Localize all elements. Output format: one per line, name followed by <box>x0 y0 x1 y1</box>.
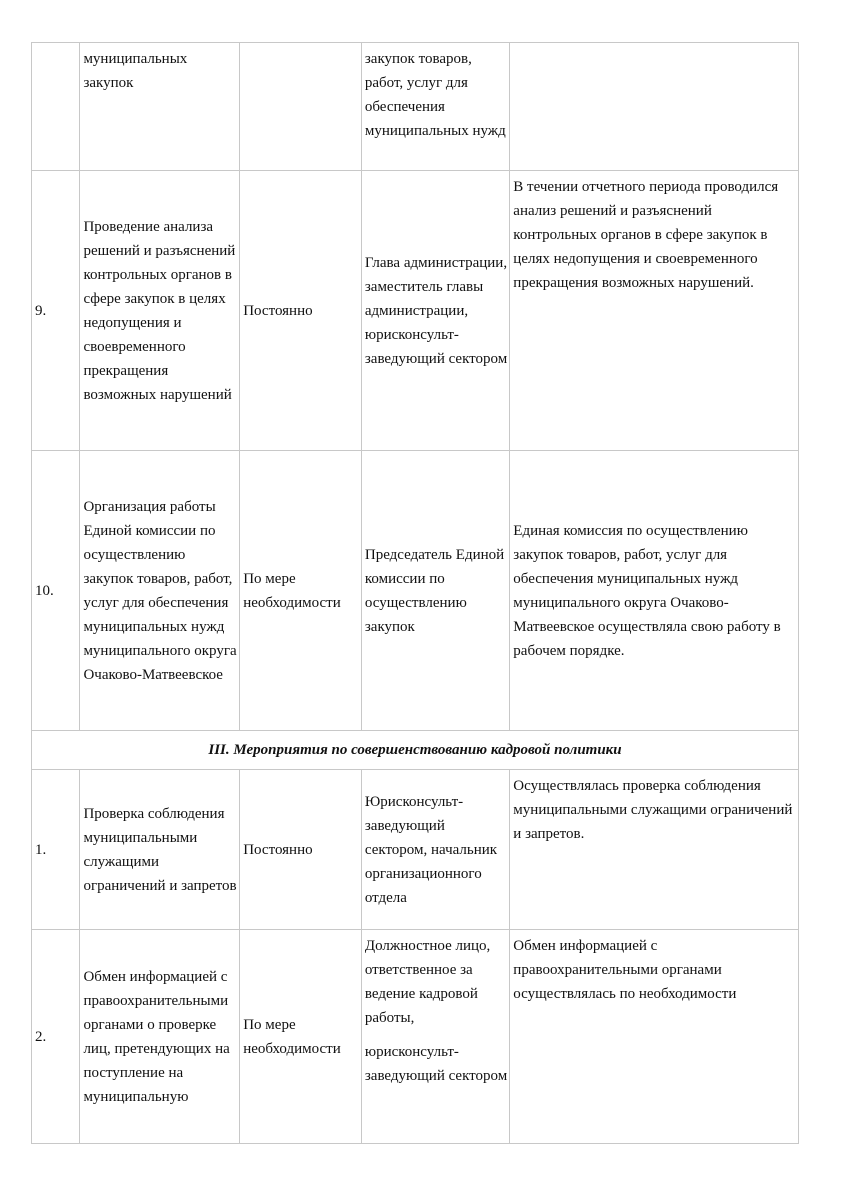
measures-table <box>31 42 799 1144</box>
responsible-text: закупок товаров, работ, услуг для обеспечения муниципальных нужд <box>364 51 506 139</box>
cell-result <box>510 43 799 171</box>
responsible-text: Должностное лицо, ответственное за ведение кадровой работы, <box>364 938 491 1026</box>
cell-responsible <box>361 770 509 930</box>
table-row <box>32 43 799 171</box>
table-row <box>32 770 799 930</box>
responsible-text: Председатель Единой комиссии по осуществлению закупок <box>364 546 505 635</box>
cell-term: По мере необходимости <box>240 451 362 731</box>
cell-result: Осуществлялась проверка соблюдения муниципальными служащими ограничений и запретов. <box>510 770 799 930</box>
table-row <box>32 930 799 1144</box>
cell-result: В течении отчетного периода проводился анализ решений и разъяснений контрольных органов в сфере закупок в целях недопущения и своевременного прекращения возможных нарушений. <box>510 171 799 451</box>
cell-result: Единая комиссия по осуществлению закупок товаров, работ, услуг для обеспечения муниципальных нужд муниципального округа Очаково-Матвеевское осуществляла свою работу в рабочем порядке. <box>510 451 799 731</box>
cell-measure: муниципальных закупок <box>80 43 240 171</box>
cell-term: По мере необходимости <box>240 930 362 1144</box>
table-row <box>32 171 799 451</box>
section-header-row <box>32 731 799 770</box>
cell-term: Постоянно <box>240 171 362 451</box>
cell-measure: Обмен информацией с правоохранительными органами о проверке лиц, претендующих на поступление на муниципальную <box>80 930 240 1144</box>
cell-number: 2. <box>32 930 80 1144</box>
responsible-text: юрисконсульт-заведующий сектором <box>364 1044 508 1084</box>
cell-number: 10. <box>32 451 80 731</box>
cell-number <box>32 43 80 171</box>
cell-responsible <box>361 451 509 731</box>
responsible-text: Глава администрации, заместитель главы администрации, юрисконсульт-заведующий сектором <box>364 254 508 367</box>
cell-responsible <box>361 171 509 451</box>
cell-responsible <box>361 930 509 1144</box>
cell-term: Постоянно <box>240 770 362 930</box>
section-title: III. Мероприятия по совершенствованию кадровой политики <box>32 731 799 770</box>
cell-number: 1. <box>32 770 80 930</box>
responsible-text: Юрисконсульт-заведующий сектором, начальник организационного отдела <box>364 793 498 906</box>
cell-term <box>240 43 362 171</box>
cell-measure: Организация работы Единой комиссии по осуществлению закупок товаров, работ, услуг для обеспечения муниципальных нужд муниципального округа Очаково-Матвеевское <box>80 451 240 731</box>
cell-result: Обмен информацией с правоохранительными органами осуществлялась по необходимости <box>510 930 799 1144</box>
cell-responsible <box>361 43 509 171</box>
table-row <box>32 451 799 731</box>
cell-measure: Проверка соблюдения муниципальными служащими ограничений и запретов <box>80 770 240 930</box>
cell-number: 9. <box>32 171 80 451</box>
cell-measure: Проведение анализа решений и разъяснений контрольных органов в сфере закупок в целях недопущения и своевременного прекращения возможных нарушений <box>80 171 240 451</box>
